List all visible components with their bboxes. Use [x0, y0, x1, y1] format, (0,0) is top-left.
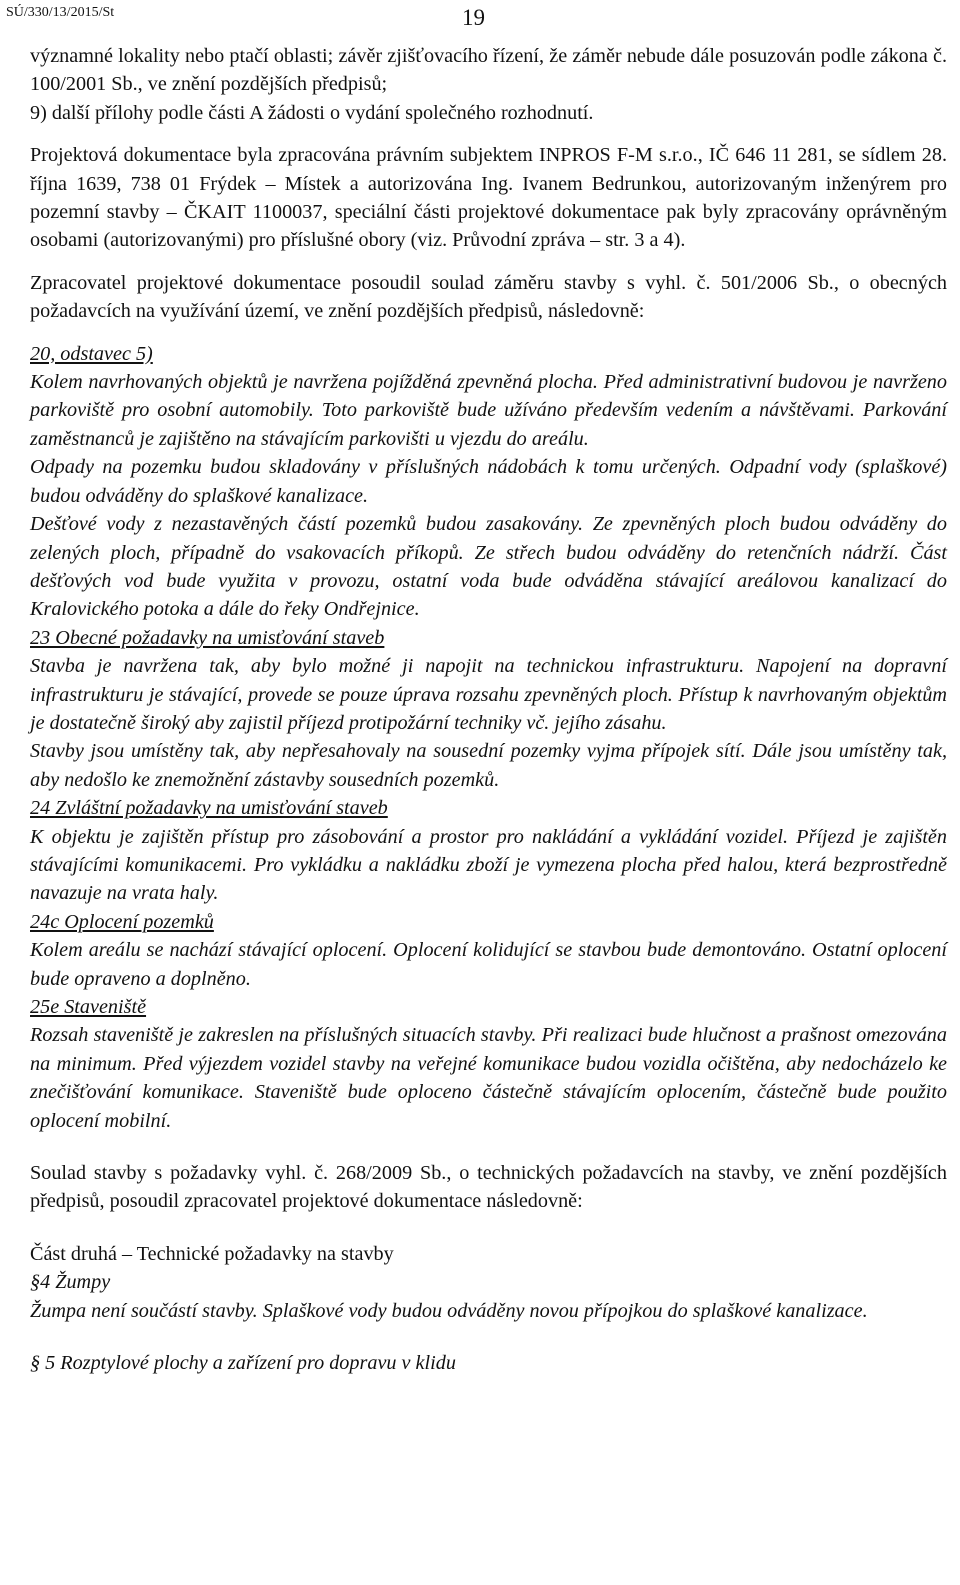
section-heading-s4: §4 Žumpy: [30, 1271, 111, 1294]
document-reference: SÚ/330/13/2015/St: [6, 5, 115, 20]
section-s4-paragraph: Žumpa není součástí stavby. Splaškové vody budou odváděny novou přípojkou do splaškové kanalizace.: [30, 1299, 868, 1322]
section-heading-24: 24 Zvláštní požadavky na umisťování staveb: [30, 797, 388, 820]
section-25e-paragraph: Rozsah staveniště je zakreslen na příslušných situacích stavby. Při realizaci bude hlučnost a prašnost omezována na minimum. Před výjezdem vozidel stavby na veřejné komunikace budou vozidla očištěna, aby nedocházelo ke znečišťování komunikace. Staveniště bude oploceno částečně stávajícím oplocením, částečně bude použito oplocení mobilní.: [30, 1024, 947, 1132]
section-heading-20: 20, odstavec 5): [30, 342, 153, 365]
section-20-paragraph: Dešťové vody z nezastavěných částí pozemků budou zasakovány. Ze zpevněných ploch budou odváděny do zelených ploch, případně do vsakovacích příkopů. Ze střech budou odváděny do retenčních nádrží. Část dešťových vod bude využita v provozu, ostatní voda bude odváděna stávající areálovou kanalizací do Kralovického potoka a dále do řeky Ondřejnice.: [30, 513, 947, 621]
section-heading-24c: 24c Oplocení pozemků: [30, 910, 214, 933]
section-heading-23: 23 Obecné požadavky na umisťování staveb: [30, 626, 385, 649]
list-item-9: 9) další přílohy podle části A žádosti o vydání společného rozhodnutí.: [30, 101, 594, 124]
section-heading-25e: 25e Staveniště: [30, 996, 147, 1018]
intro-text: významné lokality nebo ptačí oblasti; závěr zjišťovacího řízení, že záměr nebude dále posuzován podle zákona č. 100/2001 Sb., ve znění pozdějších předpisů;: [30, 45, 947, 96]
page-content: [30, 42, 947, 1377]
section-heading-s5: § 5 Rozptylové plochy a zařízení pro dopravu v klidu: [30, 1352, 456, 1375]
page-number: 19: [462, 5, 485, 30]
section-20-paragraph: Kolem navrhovaných objektů je navržena pojížděná zpevněná plocha. Před administrativní budovou je navrženo parkoviště pro osobní automobily. Toto parkoviště bude užíváno především vedením a návštěvami. Parkování zaměstnanců je zajištěno na stávajícím parkovišti u vjezdu do areálu.: [30, 371, 947, 450]
part-two-title: Část druhá – Technické požadavky na stavby: [30, 1242, 394, 1265]
section-23-paragraph: Stavby jsou umístěny tak, aby nepřesahovaly na sousední pozemky vyjma přípojek sítí. Dále jsou umístěny tak, aby nedošlo ke znemožnění zástavby sousedních pozemků.: [30, 740, 947, 791]
paragraph-project-docs: Projektová dokumentace byla zpracována právním subjektem INPROS F-M s.r.o., IČ 646 11 281, se sídlem 28. října 1639, 738 01 Frýdek – Místek a autorizována Ing. Ivanem Bedrunkou, autorizovaným inženýrem pro pozemní stavby – ČKAIT 1100037, speciální části projektové dokumentace pak byly zpracovány oprávněným osobami (autorizovanými) pro příslušné obory (viz. Průvodní zpráva – str. 3 a 4).: [30, 144, 947, 252]
paragraph-compliance-501: Zpracovatel projektové dokumentace posoudil soulad záměru stavby s vyhl. č. 501/2006 Sb., o obecných požadavcích na využívání území, ve znění pozdějších předpisů, následovně:: [30, 271, 947, 323]
section-24-paragraph: K objektu je zajištěn přístup pro zásobování a prostor pro nakládání a vykládání vozidel. Příjezd je zajištěn stávajícími komunikacemi. Pro vykládku a nakládku zboží je vymezena plocha před halou, která bezprostředně navazuje na vrata haly.: [30, 825, 947, 905]
section-23-paragraph: Stavba je navržena tak, aby bylo možné ji napojit na technickou infrastrukturu. Napojení na dopravní infrastrukturu je stávající, provede se pouze úprava rozsahu zpevněných ploch. Přístup k navrhovaným objektům je dostatečně široký aby zajistil příjezd protipožární techniky vč. jejího zásahu.: [30, 655, 947, 734]
section-20-paragraph: Odpady na pozemku budou skladovány v příslušných nádobách k tomu určených. Odpadní vody (splaškové) budou odváděny do splaškové kanalizace.: [30, 456, 947, 507]
section-24c-paragraph: Kolem areálu se nachází stávající oplocení. Oplocení kolidující se stavbou bude demontováno. Ostatní oplocení bude opraveno a doplněno.: [30, 939, 947, 990]
paragraph-compliance-268: Soulad stavby s požadavky vyhl. č. 268/2009 Sb., o technických požadavcích na stavby, ve znění pozdějších předpisů, posoudil zpracovatel projektové dokumentace následovně:: [30, 1162, 947, 1213]
